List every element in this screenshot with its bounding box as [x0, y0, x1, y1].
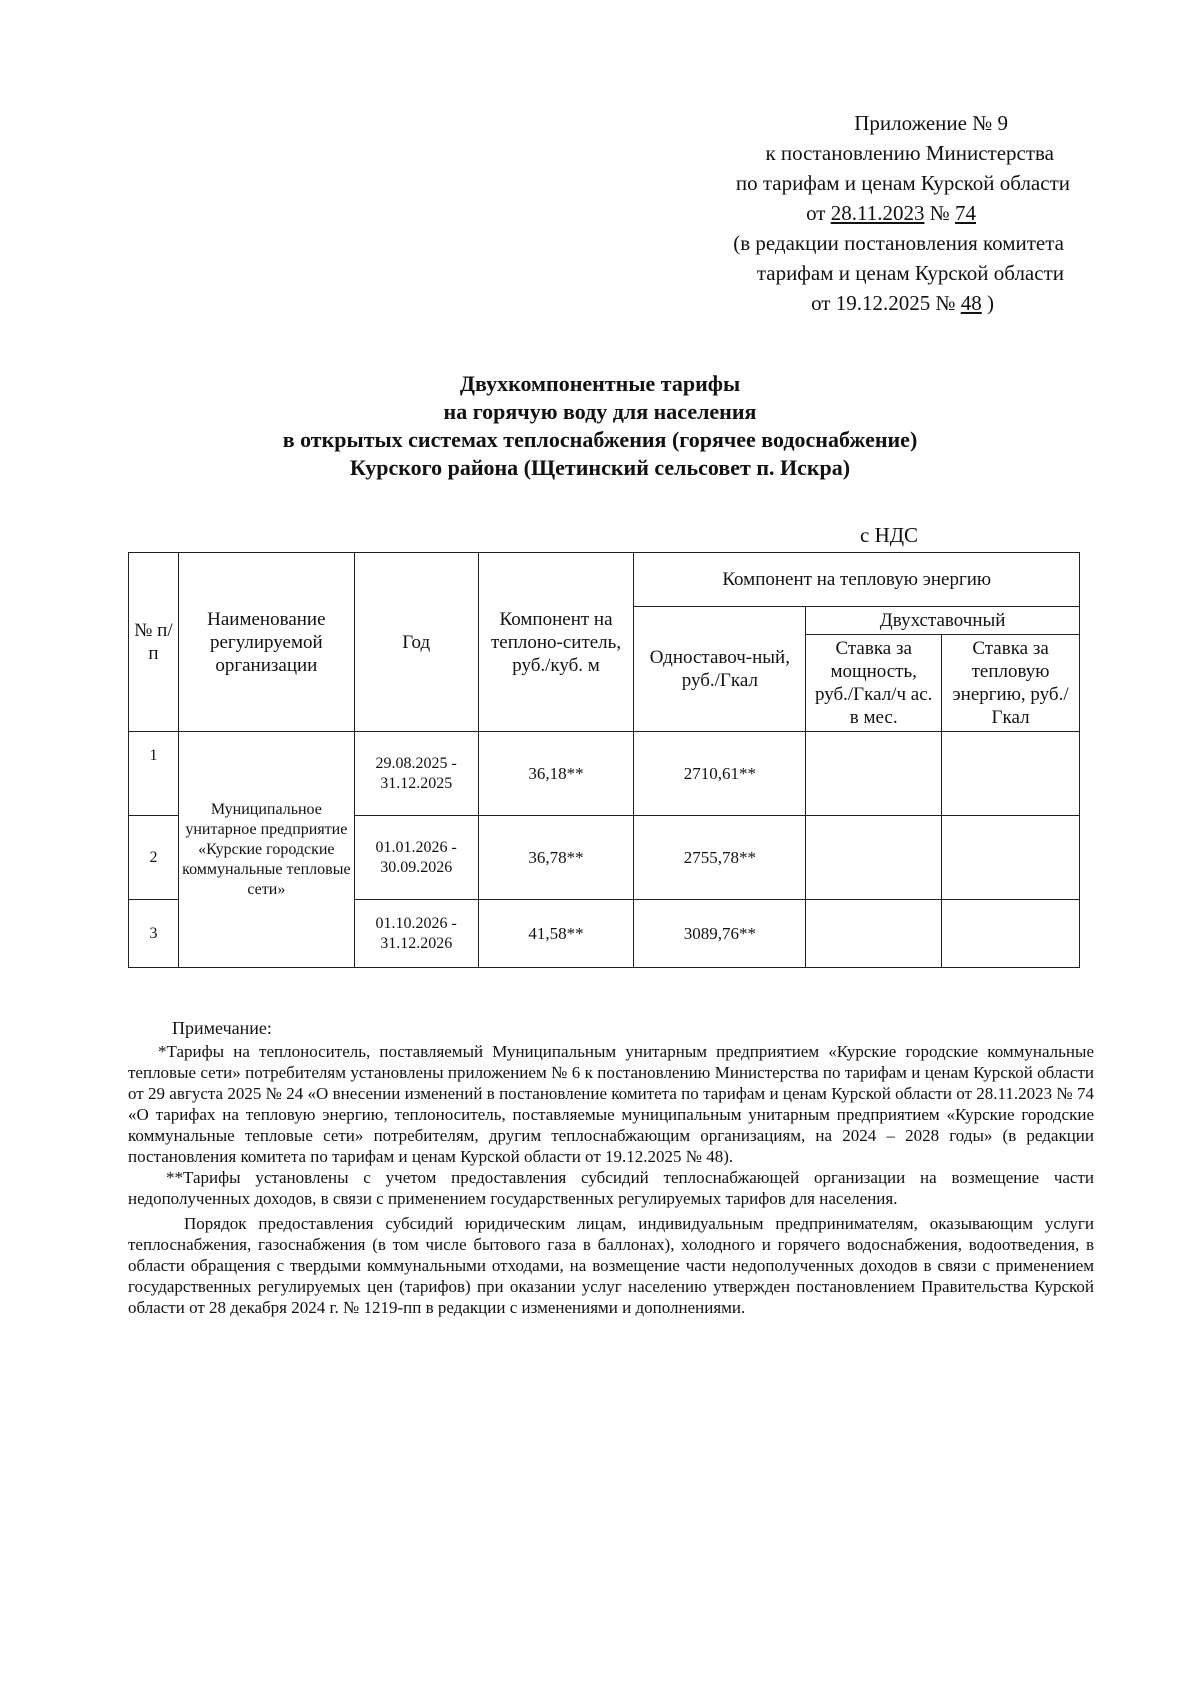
- revision-number: 48: [960, 291, 982, 315]
- row-single: 2755,78**: [634, 816, 806, 900]
- row-capacity: [806, 816, 942, 900]
- note-subsidy-procedure: Порядок предоставления субсидий юридическим лицам, индивидуальным предпринимателям, оказывающим услуги теплоснабжения, газоснабжения (в том числе бытового газа в баллонах), холодного и горячего водоснабжения, водоотведения, в области обращения с твердыми коммунальными отходами, на возмещение части недополученных доходов в связи с применением государственных регулируемых цен (тарифов) при оказании услуг населению утвержден постановлением Правительства Курской области от 28 декабря 2024 г. № 1219-пп в редакции с изменениями и дополнениями.: [128, 1214, 1094, 1317]
- header-capacity: Ставка за мощность, руб./Гкал/ч ас. в мес.: [806, 635, 942, 732]
- notes-heading: Примечание:: [172, 1018, 272, 1038]
- header-org: Наименование регулируемой организации: [178, 553, 354, 732]
- row-carrier: 36,18**: [478, 732, 634, 816]
- appendix-date-prefix: от: [806, 201, 826, 225]
- row-energy: [942, 732, 1080, 816]
- row-energy: [942, 816, 1080, 900]
- appendix-decree-number: 74: [955, 201, 976, 225]
- header-energy: Ставка за тепловую энергию, руб./Гкал: [942, 635, 1080, 732]
- header-double: Двухставочный: [806, 607, 1080, 635]
- title-line-4: Курского района (Щетинский сельсовет п. Искра): [349, 455, 851, 480]
- row-number: 2: [129, 816, 179, 900]
- appendix-revision-authority: тарифам и ценам Курской области: [756, 261, 1064, 285]
- tariff-table: [128, 552, 1080, 968]
- revision-suffix: ): [987, 291, 994, 315]
- note-carrier-tariffs: *Тарифы на теплоноситель, поставляемый Муниципальным унитарным предприятием «Курские городские коммунальные тепловые сети» потребителям установлены приложением № 6 к постановлению Министерства по тарифам и ценам Курской области от 29 августа 2025 № 24 «О внесении изменений в постановление комитета по тарифам и ценам Курской области от 28.11.2023 № 74 «О тарифах на тепловую энергию, теплоноситель, поставляемые муниципальным унитарным предприятием «Курские городские коммунальные тепловые сети» потребителям, другим теплоснабжающим организациям, на 2024 – 2028 годы» (в редакции постановления комитета по тарифам и ценам Курской области от 19.12.2025 № 48).: [128, 1042, 1094, 1166]
- title-line-2: на горячую воду для населения: [443, 399, 757, 424]
- document-title: [120, 370, 1080, 482]
- row-number: 3: [129, 900, 179, 968]
- appendix-date-line: [632, 198, 1072, 228]
- row-single: 3089,76**: [634, 900, 806, 968]
- row-carrier: 36,78**: [478, 816, 634, 900]
- appendix-authority: по тарифам и ценам Курской области: [735, 171, 1070, 195]
- organization-name: Муниципальное унитарное предприятие «Курские городские коммунальные тепловые сети»: [178, 732, 354, 968]
- row-capacity: [806, 732, 942, 816]
- notes-section: [128, 1018, 1094, 1318]
- title-line-1: Двухкомпонентные тарифы: [459, 371, 741, 396]
- row-single: 2710,61**: [634, 732, 806, 816]
- title-line-3: в открытых системах теплоснабжения (горячее водоснабжение): [282, 427, 918, 452]
- appendix-date: 28.11.2023: [830, 201, 925, 225]
- row-period: 29.08.2025 - 31.12.2025: [354, 732, 478, 816]
- appendix-number: Приложение № 9: [854, 111, 1008, 135]
- row-period: 01.10.2026 - 31.12.2026: [354, 900, 478, 968]
- header-carrier: Компонент на теплоно-ситель, руб./куб. м: [478, 553, 634, 732]
- header-year: Год: [354, 553, 478, 732]
- header-num: № п/п: [129, 553, 179, 732]
- row-number: 1: [129, 732, 179, 816]
- row-period: 01.01.2026 - 30.09.2026: [354, 816, 478, 900]
- appendix-revision-date: [632, 288, 1072, 318]
- vat-note: с НДС: [860, 523, 919, 547]
- appendix-revision: (в редакции постановления комитета: [733, 231, 1064, 255]
- row-energy: [942, 900, 1080, 968]
- appendix-header: [632, 108, 1072, 318]
- row-capacity: [806, 900, 942, 968]
- note-subsidies: **Тарифы установлены с учетом предоставления субсидий теплоснабжающей организации на возмещение части недополученных доходов, в связи с применением государственных регулируемых тарифов для населения.: [128, 1168, 1094, 1208]
- row-carrier: 41,58**: [478, 900, 634, 968]
- appendix-reference: к постановлению Министерства: [765, 141, 1054, 165]
- header-single: Одноставоч-ный, руб./Гкал: [634, 607, 806, 732]
- revision-date-prefix: от 19.12.2025 №: [811, 291, 956, 315]
- header-heat: Компонент на тепловую энергию: [634, 553, 1080, 607]
- table-row: [129, 732, 1080, 816]
- appendix-num-prefix: №: [929, 201, 950, 225]
